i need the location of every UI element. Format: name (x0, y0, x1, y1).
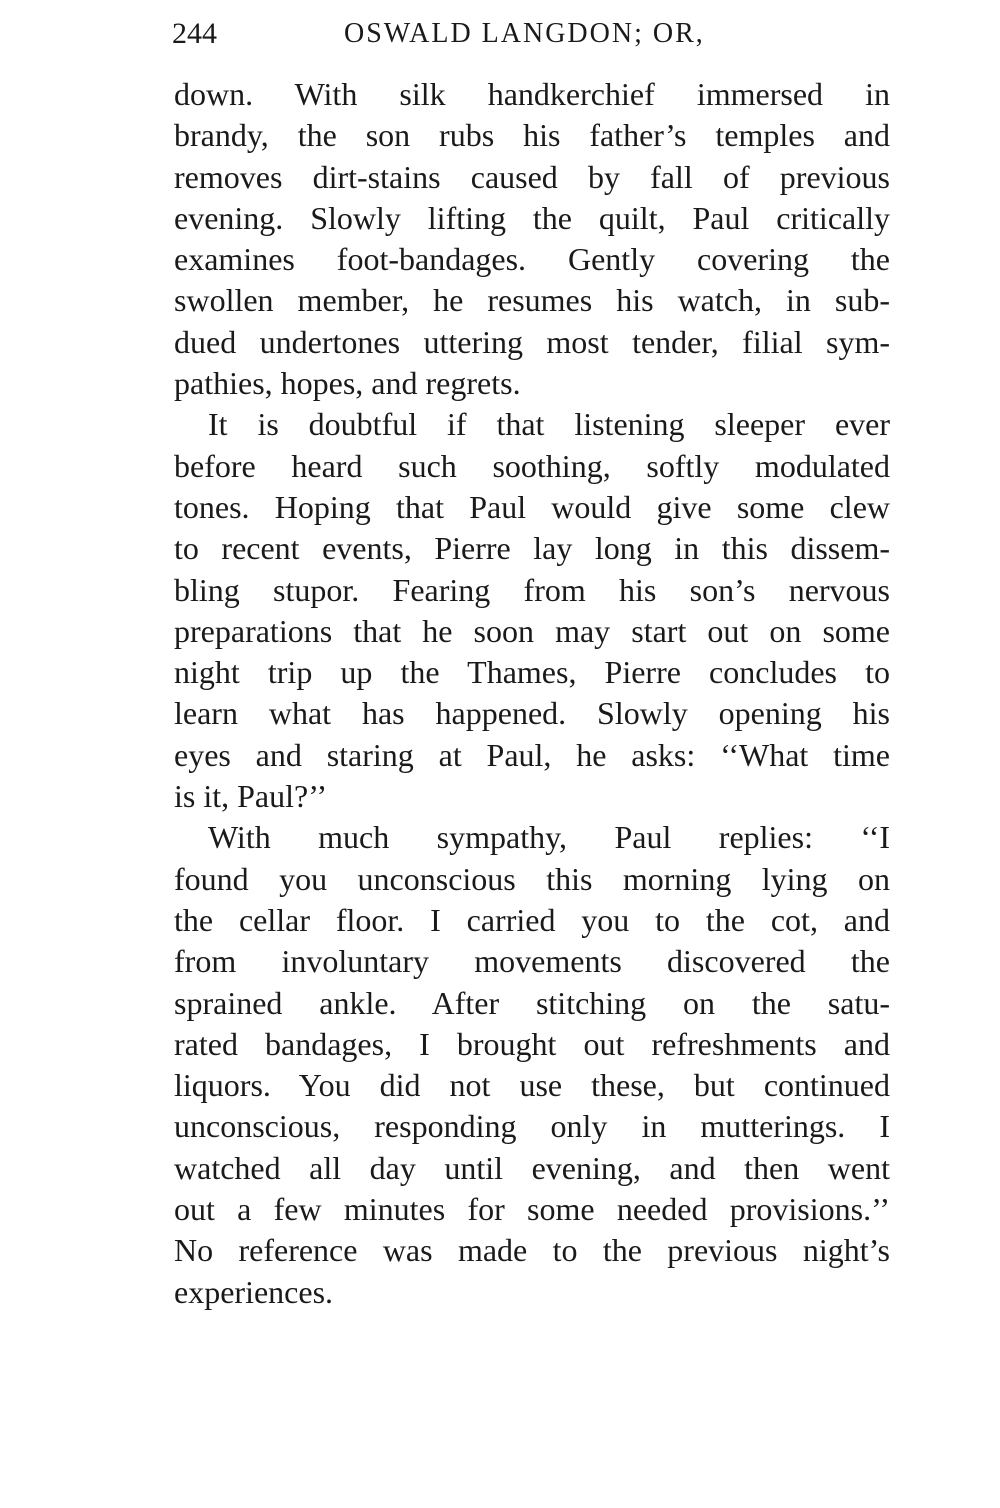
body-text (174, 74, 890, 1313)
running-head (172, 14, 892, 54)
text-line: to recent events, Pierre lay long in this dissem- (174, 530, 890, 567)
paragraph-2 (174, 404, 890, 817)
text-line: out a few minutes for some needed provisions.’’ (174, 1191, 890, 1228)
paragraph-3 (174, 817, 890, 1313)
text-line: dued undertones uttering most tender, filial sym- (174, 323, 890, 360)
text-line: preparations that he soon may start out on some (174, 612, 890, 649)
text-line: before heard such soothing, softly modulated (174, 447, 890, 484)
text-line: found you unconscious this morning lying on (174, 860, 890, 897)
text-line: sprained ankle. After stitching on the satu- (174, 984, 890, 1021)
text-line: from involuntary movements discovered the (174, 943, 890, 980)
text-line: down. With silk handkerchief immersed in (174, 76, 890, 112)
text-line: pathies, hopes, and regrets. (174, 365, 521, 402)
text-line: experiences. (174, 1273, 334, 1310)
text-line: examines foot-bandages. Gently covering the (174, 241, 890, 278)
paragraph-1 (174, 74, 890, 404)
text-line: brandy, the son rubs his father’s temples and (174, 117, 890, 154)
text-line: eyes and staring at Paul, he asks: ‘‘What time (174, 736, 890, 773)
text-line: bling stupor. Fearing from his son’s nervous (174, 571, 890, 608)
running-title: OSWALD LANGDON; OR, (344, 18, 705, 49)
text-line: removes dirt-stains caused by fall of previous (174, 158, 890, 195)
text-line: unconscious, responding only in mutterings. I (174, 1108, 890, 1145)
page-number: 244 (172, 17, 217, 50)
text-line: With much sympathy, Paul replies: ‘‘I (208, 819, 890, 856)
text-line: tones. Hoping that Paul would give some clew (174, 488, 890, 525)
text-line: is it, Paul?’’ (174, 778, 328, 815)
text-line: learn what has happened. Slowly opening his (174, 695, 890, 732)
text-line: watched all day until evening, and then went (174, 1149, 890, 1186)
text-line: evening. Slowly lifting the quilt, Paul critically (174, 199, 890, 236)
text-line: night trip up the Thames, Pierre concludes to (174, 654, 890, 691)
text-line: rated bandages, I brought out refreshments and (174, 1025, 890, 1062)
text-line: swollen member, he resumes his watch, in sub- (174, 282, 890, 319)
text-line: the cellar floor. I carried you to the cot, and (174, 901, 890, 938)
text-line: liquors. You did not use these, but continued (174, 1067, 890, 1104)
text-line: No reference was made to the previous night’s (174, 1232, 890, 1269)
text-line: It is doubtful if that listening sleeper ever (208, 406, 890, 443)
